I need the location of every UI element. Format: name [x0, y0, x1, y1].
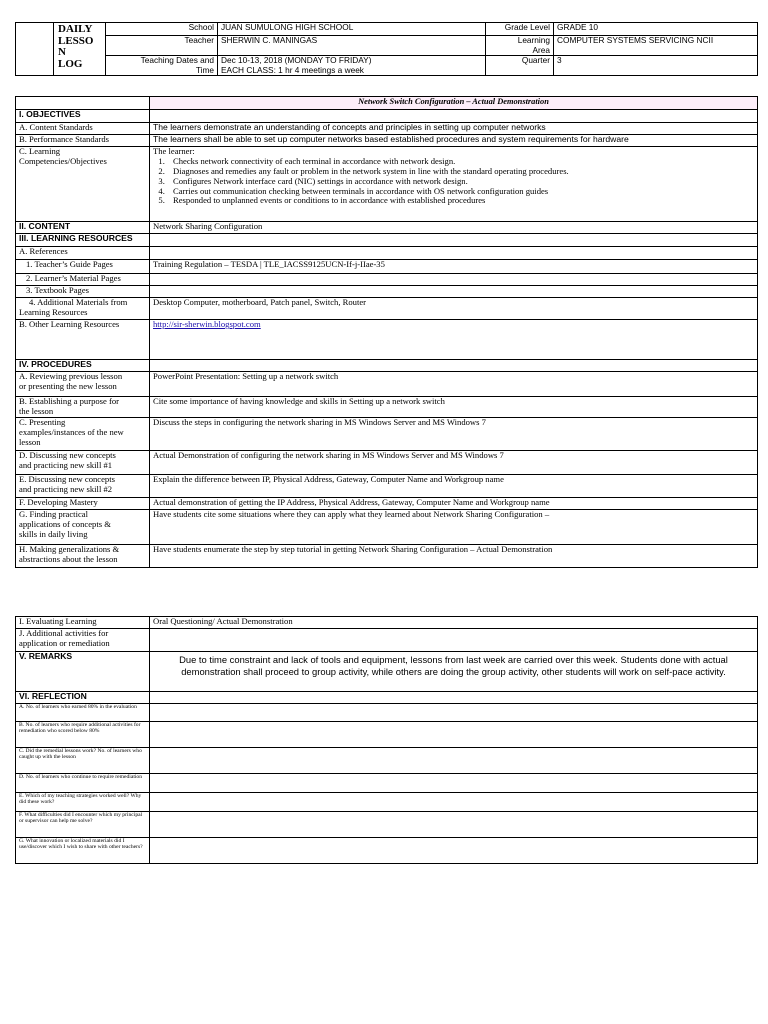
learners-material-blank — [150, 274, 758, 286]
learning-area-value: COMPUTER SYSTEMS SERVICING NCII — [554, 36, 758, 56]
procedure-label-line: and practicing new skill #2 — [19, 483, 113, 494]
procedure-label-line: and practicing new skill #1 — [19, 459, 113, 470]
quarter-value: 3 — [554, 56, 758, 76]
content-standards-label: A. Content Standards — [16, 123, 150, 135]
reflection-item-b: B. No. of learners who require additional activities for remediation who scored below 80% — [16, 722, 150, 748]
reflection-item-e: E. Which of my teaching strategies worked well? Why did these work? — [16, 793, 150, 812]
reflection-item-c: C. Did the remedial lessons work? No. of learners who caught up with the lesson — [16, 748, 150, 774]
competencies-label-line1: C. Learning — [19, 146, 61, 156]
dates-line2: EACH CLASS: 1 hr 4 meetings a week — [221, 64, 364, 75]
content-standards-value: The learners demonstrate an understanding of concepts and principles in setting up computer networks — [150, 123, 758, 135]
competency-item: 3. Configures Network interface card (NIC) settings in accordance with network design. — [167, 177, 754, 187]
lesson-plan-table — [15, 96, 758, 568]
reflection-item-g: G. What innovation or localized materials did I use/discover which I wish to share with other teachers? — [16, 838, 150, 864]
procedure-value: Have students enumerate the step by step tutorial in getting Network Sharing Configuration – Actual Demonstration — [150, 545, 758, 568]
procedure-label: F. Developing Mastery — [16, 498, 150, 510]
competencies-value — [150, 147, 758, 222]
additional-materials-value: Desktop Computer, motherboard, Patch panel, Switch, Router — [150, 298, 758, 320]
title-blank-cell — [16, 97, 150, 110]
area-label-line1: Learning — [517, 35, 550, 45]
header-table — [15, 22, 758, 76]
procedure-label-line: D. Discussing new concepts — [19, 450, 116, 460]
competencies-label — [16, 147, 150, 222]
quarter-label: Quarter — [486, 56, 554, 76]
blog-link[interactable]: http://sir-sherwin.blogspot.com — [153, 319, 261, 329]
reflection-heading: VI. REFLECTION — [16, 692, 150, 704]
reflection-answer — [150, 793, 758, 812]
reflection-answer — [150, 704, 758, 722]
teaching-dates-value — [218, 56, 486, 76]
procedure-label-line: examples/instances of the new — [19, 426, 124, 437]
procedure-label-line: or presenting the new lesson — [19, 380, 117, 391]
learning-resources-blank — [150, 234, 758, 247]
evaluating-learning-label: I. Evaluating Learning — [16, 617, 150, 629]
procedure-value: Cite some importance of having knowledge and skills in Setting up a network switch — [150, 397, 758, 418]
other-resources-value — [150, 320, 758, 360]
reflection-answer — [150, 748, 758, 774]
dates-label-line1: Teaching Dates and — [140, 55, 214, 66]
procedure-value: PowerPoint Presentation: Setting up a network switch — [150, 372, 758, 397]
lesson-title: Network Switch Configuration – Actual Demonstration — [150, 97, 758, 110]
additional-label-line2: application or remediation — [19, 637, 110, 648]
area-label-line2: Area — [532, 44, 550, 55]
teachers-guide-value: Training Regulation – TESDA | TLE_IACSS9125UCN-If-j-IIae-35 — [150, 260, 758, 274]
learning-area-label — [486, 36, 554, 56]
procedure-label — [16, 418, 150, 451]
procedure-label-line: E. Discussing new concepts — [19, 474, 115, 484]
evaluating-learning-value: Oral Questioning/ Actual Demonstration — [150, 617, 758, 629]
competencies-label-line2: Competencies/Objectives — [19, 155, 107, 166]
grade-value: GRADE 10 — [554, 23, 758, 36]
learners-material-label: 2. Learner’s Material Pages — [16, 274, 150, 286]
reflection-blank — [150, 692, 758, 704]
procedure-label-line: the lesson — [19, 405, 54, 416]
reflection-item-d: D. No. of learners who continue to require remediation — [16, 774, 150, 793]
content-heading: II. CONTENT — [16, 222, 150, 234]
competency-item: 1. Checks network connectivity of each terminal in accordance with network design. — [167, 157, 754, 167]
procedure-label — [16, 397, 150, 418]
objectives-heading: I. OBJECTIVES — [16, 110, 150, 123]
teacher-label: Teacher — [106, 36, 218, 56]
procedure-label — [16, 451, 150, 475]
dates-line1: Dec 10-13, 2018 (MONDAY TO FRIDAY) — [221, 55, 372, 66]
procedure-label-line: applications of concepts & — [19, 518, 111, 529]
procedure-value: Explain the difference between IP, Physical Address, Gateway, Computer Name and Workgroup name — [150, 475, 758, 498]
competency-item: 5. Responded to unplanned events or conditions to in accordance with established procedures — [167, 196, 754, 206]
content-value: Network Sharing Configuration — [150, 222, 758, 234]
procedure-label-line: skills in daily living — [19, 528, 88, 539]
objectives-blank — [150, 110, 758, 123]
procedure-label-line: G. Finding practical — [19, 509, 88, 519]
reflection-answer — [150, 774, 758, 793]
school-value: JUAN SUMULONG HIGH SCHOOL — [218, 23, 486, 36]
procedure-value: Have students cite some situations where they can apply what they learned about Network Sharing Configuration – — [150, 510, 758, 545]
remarks-heading: V. REMARKS — [16, 652, 150, 692]
header-blank-cell — [16, 23, 54, 76]
procedure-value: Actual demonstration of getting the IP Address, Physical Address, Gateway, Computer Name and Workgroup name — [150, 498, 758, 510]
procedure-label-line: H. Making generalizations & — [19, 544, 120, 554]
additional-activities-label — [16, 629, 150, 652]
procedure-label — [16, 475, 150, 498]
procedure-label-line: C. Presenting — [19, 417, 66, 427]
procedures-heading: IV. PROCEDURES — [16, 360, 150, 372]
competency-item: 2. Diagnoses and remedies any fault or problem in the network system in line with the standard operating procedures. — [167, 167, 754, 177]
reflection-item-a: A. No. of learners who earned 80% in the evaluation — [16, 704, 150, 722]
teaching-dates-label — [106, 56, 218, 76]
procedure-label-line: abstractions about the lesson — [19, 553, 118, 564]
am-label-line1: 4. Additional Materials from — [29, 297, 128, 307]
procedure-label-line: A. Reviewing previous lesson — [19, 371, 123, 381]
references-blank — [150, 247, 758, 260]
references-label: A. References — [16, 247, 150, 260]
reflection-answer — [150, 812, 758, 838]
learning-resources-heading: III. LEARNING RESOURCES — [16, 234, 150, 247]
textbook-blank — [150, 286, 758, 298]
performance-standards-value: The learners shall be able to set up computer networks based established procedures and system requirements for hardware — [150, 135, 758, 147]
grade-label: Grade Level — [486, 23, 554, 36]
textbook-label: 3. Textbook Pages — [16, 286, 150, 298]
procedure-label-line: B. Establishing a purpose for — [19, 396, 120, 406]
procedure-label — [16, 545, 150, 568]
competencies-list — [153, 157, 754, 206]
school-label: School — [106, 23, 218, 36]
competency-item: 4. Carries out communication checking between terminals in accordance with OS network configuration guides — [167, 187, 754, 197]
procedure-label-line: lesson — [19, 436, 41, 447]
am-label-line2: Learning Resources — [19, 306, 88, 317]
teacher-value: SHERWIN C. MANINGAS — [218, 36, 486, 56]
procedure-label — [16, 372, 150, 397]
performance-standards-label: B. Performance Standards — [16, 135, 150, 147]
reflection-item-f: F. What difficulties did I encounter which my principal or supervisor can help me solve? — [16, 812, 150, 838]
dates-label-line2: Time — [195, 64, 214, 75]
procedures-blank — [150, 360, 758, 372]
daily-lesson-log-logo: DAILY LESSO N LOG — [54, 23, 106, 76]
additional-activities-blank — [150, 629, 758, 652]
procedure-label — [16, 510, 150, 545]
remarks-text: Due to time constraint and lack of tools and equipment, lessons from last week are carried over this week. Students done with actual demonstration shall proceed to group activity, while others are doing the group activity, other students will work on self-pace activity. — [150, 652, 758, 692]
other-resources-label: B. Other Learning Resources — [16, 320, 150, 360]
procedure-value: Actual Demonstration of configuring the network sharing in MS Windows Server and MS Windows 7 — [150, 451, 758, 475]
additional-label-line1: J. Additional activities for — [19, 628, 109, 638]
teachers-guide-label: 1. Teacher’s Guide Pages — [16, 260, 150, 274]
reflection-answer — [150, 838, 758, 864]
learner-intro: The learner: — [153, 146, 195, 156]
additional-materials-label — [16, 298, 150, 320]
reflection-answer — [150, 722, 758, 748]
evaluation-reflection-table — [15, 616, 758, 864]
procedure-value: Discuss the steps in configuring the network sharing in MS Windows Server and MS Windows 7 — [150, 418, 758, 451]
